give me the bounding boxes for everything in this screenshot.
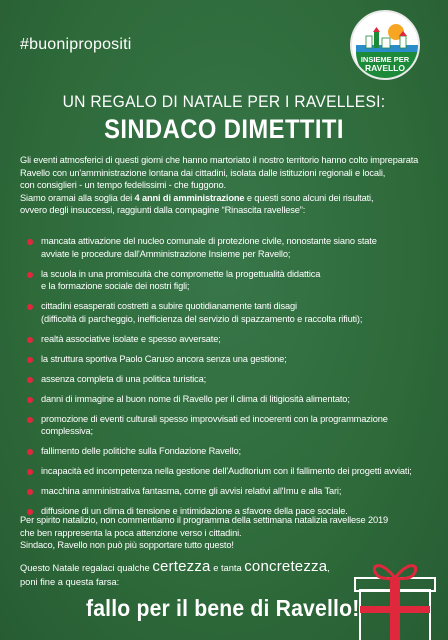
closing-text: e tanta <box>210 563 245 573</box>
intro-line: Gli eventi atmosferici di questi giorni che hanno martoriato il nostro territorio hanno colto impreparata <box>20 155 419 165</box>
bullet-dot-icon <box>27 377 33 383</box>
intro-bold-text: 4 anni di amministrazione <box>134 192 245 203</box>
list-item <box>27 235 427 260</box>
list-item <box>27 333 427 346</box>
list-item-text: incapacità ed incompetenza nella gestione dell'Auditorium con il fallimento dei progetti avviati; <box>41 466 412 477</box>
list-item-text: promozione di eventi culturali spesso improvvisati ed incoerenti con la programmazione complessiva; <box>41 413 388 437</box>
bullet-dot-icon <box>27 449 33 455</box>
outro-line: Sindaco, Ravello non può più sopportare tutto questo! <box>20 540 234 551</box>
insieme-per-ravello-logo-icon <box>350 10 420 80</box>
bullet-dot-icon <box>27 417 33 423</box>
list-item-text: la struttura sportiva Paolo Caruso ancora senza una gestione; <box>41 353 287 364</box>
bullet-dot-icon <box>27 304 33 310</box>
list-item-text: assenza completa di una politica turistica; <box>41 373 207 384</box>
closing-highlight: certezza <box>152 558 211 575</box>
outro-line: che ben rappresenta la poca attenzione verso i cittadini. <box>20 527 242 538</box>
list-item <box>27 465 427 478</box>
list-item <box>27 485 427 498</box>
closing-text: , <box>327 563 330 573</box>
intro-line: ovvero degli insuccessi, raggiunti dalla compagine “Rinascita ravellese”: <box>20 205 306 216</box>
call-to-action: fallo per il bene di Ravello! <box>86 595 360 621</box>
results-list <box>27 235 427 525</box>
logo-text-line2: RAVELLO <box>365 63 405 73</box>
outro-line: Per spirito natalizio, non commentiamo il programma della settimana natalizia ravellese 2019 <box>20 515 389 525</box>
list-item-text: cittadini esasperati costretti a subire quotidianamente tanti disagi <box>41 301 297 312</box>
list-item-text: diffusione di un clima di tensione e intimidazione a sfavore della pace sociale. <box>41 506 348 517</box>
closing-text: Questo Natale regalaci qualche <box>20 563 153 573</box>
list-item <box>27 393 427 406</box>
intro-text: Siamo oramai alla soglia dei <box>20 192 135 203</box>
bullet-dot-icon <box>27 272 33 278</box>
intro-line: con consiglieri - un tempo fedelissimi - che fuggono. <box>20 180 226 191</box>
list-item <box>27 413 427 438</box>
list-item-text: macchina amministrativa fantasma, come gli avvisi relativi all'Imu e alla Tari; <box>41 486 342 497</box>
title-line2: SINDACO DIMETTITI <box>104 114 344 144</box>
list-item-text: (difficoltà di parcheggio, inefficienza del servizio di spazzamento e raccolta rifiuti); <box>41 313 363 324</box>
bullet-dot-icon <box>27 397 33 403</box>
closing-highlight: concretezza <box>244 558 328 575</box>
intro-paragraph <box>20 154 430 217</box>
list-item <box>27 445 427 458</box>
logo-text-line1: INSIEME PER <box>360 55 410 64</box>
list-item-text: mancata attivazione del nucleo comunale di protezione civile, nonostante siano state <box>41 236 377 246</box>
list-item-text: e la formazione sociale dei nostri figli; <box>41 281 190 292</box>
outro-paragraph <box>20 514 430 552</box>
hashtag: #buonipropositi <box>20 36 132 53</box>
closing-line: poni fine a questa farsa: <box>20 577 120 587</box>
list-item-text: realtà associative isolate e spesso avversate; <box>41 333 221 344</box>
list-item-text: la scuola in una promiscuità che compromette la progettualità didattica <box>41 268 321 279</box>
bullet-dot-icon <box>27 337 33 343</box>
bullet-dot-icon <box>27 489 33 495</box>
bullet-dot-icon <box>27 469 33 475</box>
bullet-dot-icon <box>27 357 33 363</box>
list-item <box>27 353 427 366</box>
gift-outline-icon <box>350 548 440 640</box>
list-item <box>27 268 427 293</box>
intro-line: Ravello con un'amministrazione lontana dai cittadini, isolata dalle istituzioni regionali e locali, <box>20 167 386 178</box>
intro-line <box>20 192 430 205</box>
list-item-text: avviate le procedure dall'Amministrazione Insieme per Ravello; <box>41 248 291 259</box>
list-item-text: fallimento delle politiche sulla Fondazione Ravello; <box>41 446 241 457</box>
list-item-text: danni di immagine al buon nome di Ravello per il clima di litigiosità alimentato; <box>41 393 350 404</box>
list-item <box>27 300 427 325</box>
bullet-dot-icon <box>27 239 33 245</box>
intro-text: e questi sono alcuni dei risultati, <box>244 192 374 203</box>
list-item <box>27 373 427 386</box>
title-line1: UN REGALO DI NATALE PER I RAVELLESI: <box>62 92 386 111</box>
